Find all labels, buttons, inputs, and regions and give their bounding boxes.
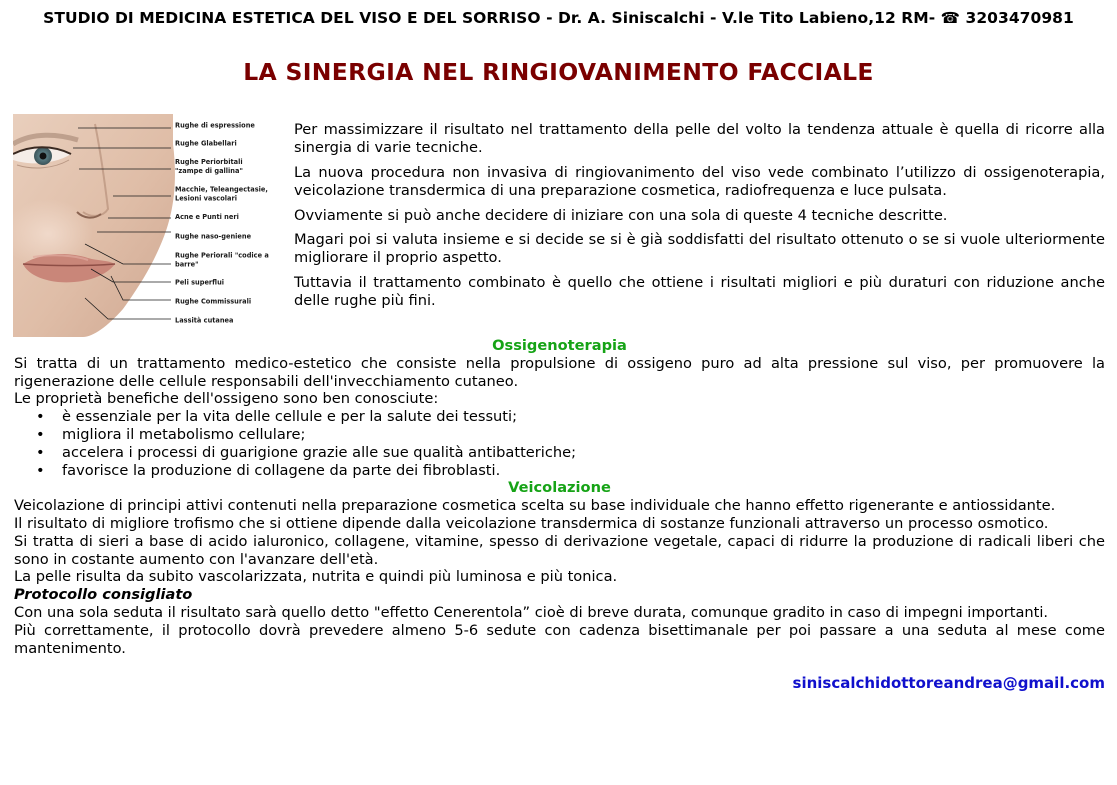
list-item: • favorisce la produzione di collagene da parte dei fibroblasti. — [14, 462, 1105, 480]
intro-paragraph: Magari poi si valuta insieme e si decide se si è già soddisfatti del risultato ottenuto o se si vuole ulteriormente migliorare il proprio aspetto. — [294, 231, 1105, 267]
label-rughe-commissurali: Rughe Commissurali — [175, 297, 252, 306]
veicolazione-paragraph: La pelle risulta da subito vascolarizzata, nutrita e quindi più luminosa e più tonica. — [14, 568, 618, 586]
list-item: • accelera i processi di guarigione grazie alle sue qualità antibatteriche; — [14, 444, 1105, 462]
intro-paragraph: Ovviamente si può anche decidere di iniziare con una sola di queste 4 tecniche descritte. — [294, 206, 948, 224]
protocollo-paragraph: Con una sola seduta il risultato sarà quello detto "effetto Cenerentola” cioè di breve durata, comunque gradito in caso di impegni importanti. — [14, 603, 1049, 621]
contact-email[interactable]: siniscalchidottoreandrea@gmail.com — [792, 674, 1105, 692]
veicolazione-paragraph: Veicolazione di principi attivi contenuti nella preparazione cosmetica scelta su base individuale che hanno effetto rigenerante e antiossidante. — [14, 497, 1056, 515]
veicolazione-heading: Veicolazione — [508, 479, 611, 497]
label-barre: barre" — [175, 260, 199, 269]
label-macchie: Macchie, Teleangectasie, — [175, 185, 268, 194]
benefits-intro: Le proprietà benefiche dell'ossigeno sono ben conosciute: — [14, 390, 439, 408]
label-lassita-cutanea: Lassità cutanea — [175, 316, 234, 325]
label-rughe-glabellari: Rughe Glabellari — [175, 139, 237, 148]
label-zampe-gallina: "zampe di gallina" — [175, 167, 243, 175]
intro-section — [294, 121, 1105, 317]
main-content — [14, 337, 1105, 657]
intro-paragraph: Per massimizzare il risultato nel trattamento della pelle del volto la tendenza attuale è quella di ricorre alla sinergia di varie tecniche. — [294, 121, 1105, 156]
list-item: • migliora il metabolismo cellulare; — [14, 426, 1105, 444]
face-wrinkles-figure — [13, 114, 275, 337]
label-lesioni-vascolari: Lesioni vascolari — [175, 194, 237, 203]
page-title: LA SINERGIA NEL RINGIOVANIMENTO FACCIALE — [243, 58, 874, 86]
list-item: • è essenziale per la vita delle cellule e per la salute dei tessuti; — [14, 408, 1105, 426]
label-peli-superflui: Peli superflui — [175, 278, 225, 287]
studio-address: STUDIO DI MEDICINA ESTETICA DEL VISO E DEL SORRISO - Dr. A. Siniscalchi - V.le Tito Labieno,12 RM- — [43, 9, 936, 27]
protocollo-paragraph: Più correttamente, il protocollo dovrà prevedere almeno 5-6 sedute con cadenza bisettimanale per poi passare a una seduta al mese come mantenimento. — [14, 621, 1105, 657]
veicolazione-paragraph: Si tratta di sieri a base di acido ialuronico, collagene, vitamine, spesso di derivazione vegetale, capaci di ridurre la produzione di radicali liberi che sono in costante aumento con l'avanzare dell'età. — [14, 532, 1105, 568]
intro-paragraph: Tuttavia il trattamento combinato è quello che ottiene i risultati migliori e più duraturi con riduzione anche delle rughe più fini. — [294, 274, 1105, 310]
intro-paragraph: La nuova procedura non invasiva di ringiovanimento del viso vede combinato l’utilizzo di ossigenoterapia, veicolazione transdermica di una preparazione cosmetica, radiofrequenza e luce pulsata. — [294, 163, 1105, 199]
telephone-icon: ☎ — [940, 9, 961, 27]
benefits-list — [14, 408, 1105, 479]
veicolazione-paragraph: Il risultato di migliore trofismo che si ottiene dipende dalla veicolazione transdermica di sostanze funzionali attraverso un processo osmotico. — [14, 514, 1049, 532]
label-rughe-naso-geniene: Rughe naso-geniene — [175, 232, 252, 241]
studio-header — [0, 9, 1117, 27]
protocollo-heading: Protocollo consigliato — [14, 586, 193, 604]
label-rughe-espressione: Rughe di espressione — [175, 121, 255, 130]
label-rughe-periorali: Rughe Periorali "codice a — [175, 251, 269, 260]
label-rughe-periorbitali: Rughe Periorbitali — [175, 158, 243, 166]
ossigenoterapia-description: Si tratta di un trattamento medico-estetico che consiste nella propulsione di ossigeno puro ad alta pressione sul viso, per promuovere la rigenerazione delle cellule responsabili dell'invecchiamento cutaneo. — [14, 354, 1105, 390]
phone-number: 3203470981 — [965, 9, 1074, 27]
label-acne: Acne e Punti neri — [175, 213, 239, 221]
ossigenoterapia-heading: Ossigenoterapia — [492, 337, 627, 354]
